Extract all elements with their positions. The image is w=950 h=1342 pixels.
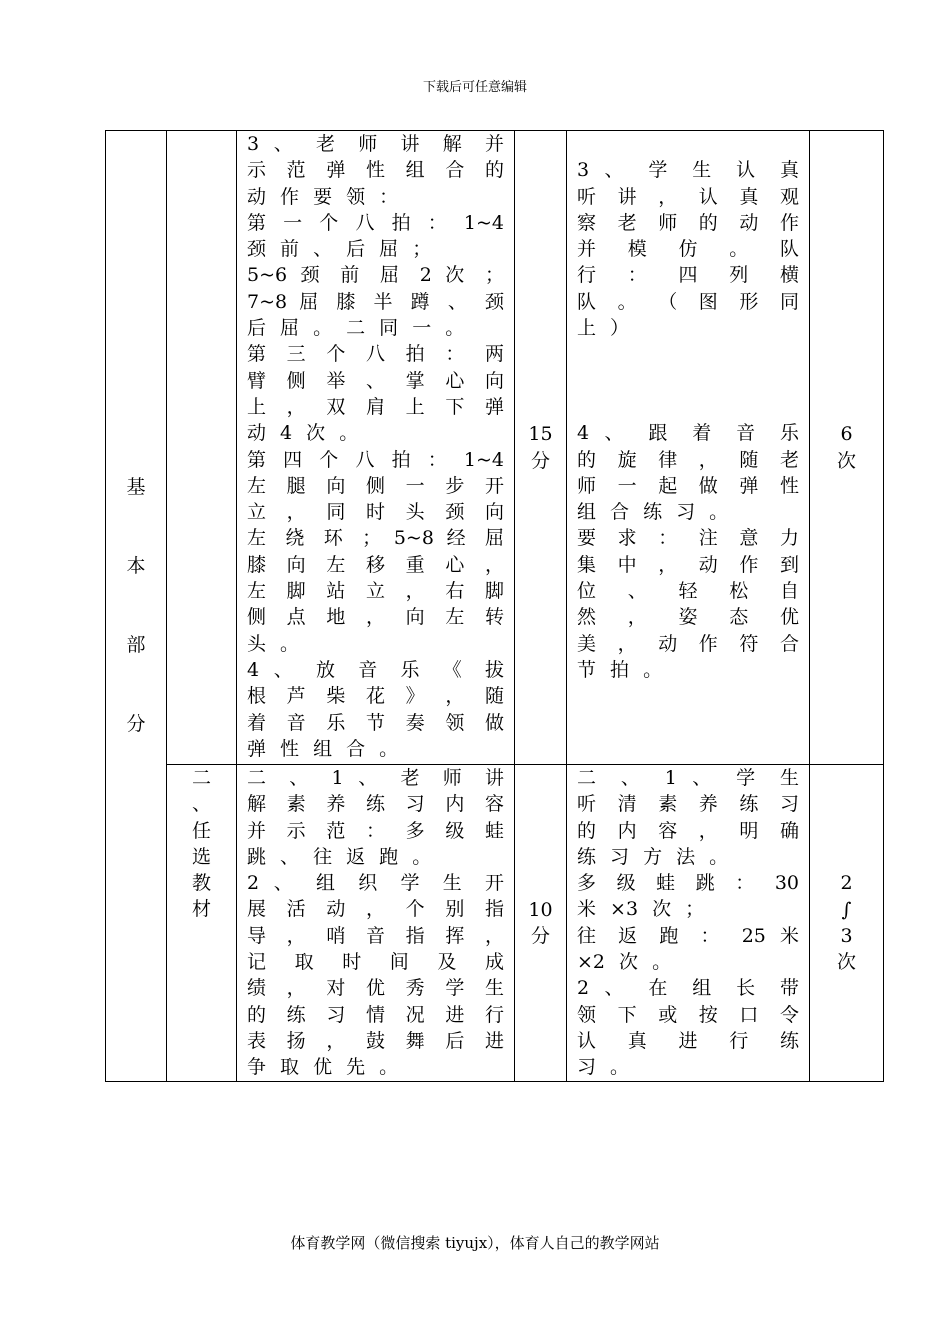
material-char: 、: [191, 793, 211, 816]
text-line: 并 示 范 ： 多 级 蛙: [247, 819, 504, 842]
text-line: 然 ， 姿 态 优: [577, 606, 799, 629]
text-line: 左 腿 向 侧 一 步 开: [247, 474, 504, 497]
count-cell: [810, 765, 884, 1082]
text-line: 头 。: [247, 632, 300, 655]
section-char: 本: [126, 555, 146, 577]
material-char: 材: [191, 898, 211, 921]
text-line: 习 。: [577, 1056, 630, 1079]
material-cell-empty: [167, 131, 237, 765]
text-line: 上 ， 双 肩 上 下 弹: [247, 395, 504, 418]
section-char: 基: [126, 476, 146, 498]
time-unit: 分: [530, 449, 550, 472]
table-row: [106, 765, 884, 1082]
teacher-activity-cell: [237, 131, 515, 765]
time-value: 15: [528, 423, 553, 446]
text-line: 并 模 仿 。 队: [577, 238, 799, 261]
text-line: 争 取 优 先 。: [247, 1056, 399, 1079]
text-line: 练 习 方 法 。: [577, 845, 729, 868]
text-line: 察 老 师 的 动 作: [577, 211, 799, 234]
text-line: 后 屈 。 二 同 一 。: [247, 317, 465, 340]
teacher-activity-cell: [237, 765, 515, 1082]
section-char: 部: [126, 634, 146, 656]
text-line: 膝 向 左 移 重 心 ，: [247, 553, 504, 576]
text-line: 美 ， 动 作 符 合: [577, 632, 799, 655]
text-line: 导 ， 哨 音 指 挥 ，: [247, 924, 504, 947]
text-line: 4 、 放 音 乐 《 拔: [247, 658, 504, 681]
lesson-plan-table: [105, 130, 884, 1082]
text-line: 2 、 组 织 学 生 开: [247, 872, 504, 895]
student-activity-cell: [567, 765, 810, 1082]
time-unit: 分: [530, 925, 550, 947]
page-footer: 体育教学网（微信搜索 tiyujx），体育人自己的教学网站: [290, 1234, 660, 1252]
page-header: 下载后可任意编辑: [422, 80, 527, 95]
text-line: 立 ， 同 时 头 颈 向: [247, 501, 504, 524]
count-value: 3: [840, 925, 853, 947]
text-line: 侧 点 地 ， 向 左 转: [247, 606, 504, 629]
text-line: 解 素 养 练 习 内 容: [247, 793, 504, 816]
text-line: 的 练 习 情 况 进 行: [247, 1003, 504, 1026]
text-line: 展 活 动 ， 个 别 指: [247, 898, 504, 921]
text-line: 第 四 个 八 拍 ： 1~4: [247, 448, 504, 471]
text-line: 根 芦 柴 花 》 ， 随: [247, 685, 504, 708]
count-value: 6: [840, 423, 853, 446]
text-line: 2 、 在 组 长 带: [577, 977, 799, 1000]
text-line: 颈 前 、 后 屈 ；: [247, 238, 432, 261]
text-line: 着 音 乐 节 奏 领 做: [247, 711, 504, 734]
text-line: 组 合 练 习 。: [577, 501, 729, 524]
text-line: 上 ）: [577, 317, 630, 340]
text-line: 多 级 蛙 跳 ： 30: [577, 872, 799, 895]
table-row: [106, 131, 884, 765]
text-line: 领 下 或 按 口 令: [577, 1003, 799, 1026]
text-line: 往 返 跑 ： 25 米: [577, 924, 799, 947]
text-line: 听 清 素 养 练 习: [577, 793, 799, 816]
text-line: 要 求 ： 注 意 力: [577, 527, 799, 550]
text-line: 跳 、 往 返 跑 。: [247, 845, 432, 868]
text-line: ×2 次 。: [577, 951, 672, 974]
student-activity-cell: [567, 131, 810, 765]
text-line: 4 、 跟 着 音 乐: [577, 422, 799, 445]
section-char: 分: [126, 713, 146, 735]
text-line: 二 、 1 、 老 师 讲: [247, 767, 504, 789]
count-symbol: ∫: [841, 898, 852, 921]
count-value: 2: [840, 872, 853, 895]
text-line: 7~8 屈 膝 半 蹲 、 颈: [247, 290, 504, 313]
material-char: 任: [191, 819, 211, 842]
count-cell: [810, 131, 884, 765]
text-line: 5~6 颈 前 屈 2 次 ；: [247, 264, 504, 287]
text-line: 左 脚 站 立 ， 右 脚: [247, 580, 504, 603]
text-line: 的 内 容 ， 明 确: [577, 819, 799, 842]
time-value: 10: [528, 898, 553, 921]
text-line: 动 作 要 领 ：: [247, 185, 399, 208]
text-line: 的 旋 律 ， 随 老: [577, 448, 799, 471]
time-cell: [515, 131, 567, 765]
text-line: 集 中 ， 动 作 到: [577, 553, 799, 576]
text-line: 弹 性 组 合 。: [247, 737, 399, 760]
text-line: 表 扬 ， 鼓 舞 后 进: [247, 1029, 504, 1052]
text-line: 绩 ， 对 优 秀 学 生: [247, 977, 504, 1000]
section-label-cell: [106, 131, 167, 1082]
material-char: 选: [191, 845, 211, 868]
text-line: 节 拍 。: [577, 658, 663, 681]
text-line: 臂 侧 举 、 掌 心 向: [247, 369, 504, 392]
text-line: 示 范 弹 性 组 合 的: [247, 159, 504, 182]
text-line: 二 、 1 、 学 生: [577, 767, 799, 789]
text-line: 米 ×3 次 ；: [577, 898, 705, 921]
text-line: 左 绕 环 ； 5~8 经 屈: [247, 527, 504, 550]
text-line: 师 一 起 做 弹 性: [577, 474, 799, 497]
count-unit: 次: [836, 449, 856, 472]
text-line: 3 、 学 生 认 真: [577, 159, 799, 182]
text-line: 3 、 老 师 讲 解 并: [247, 133, 504, 155]
text-line: 认 真 进 行 练: [577, 1029, 799, 1052]
time-cell: [515, 765, 567, 1082]
text-line: 记 取 时 间 及 成: [247, 951, 504, 974]
text-line: 位 、 轻 松 自: [577, 580, 799, 603]
text-line: 第 一 个 八 拍 ： 1~4: [247, 211, 504, 234]
material-cell: [167, 765, 237, 1082]
text-line: 队 。 （ 图 形 同: [577, 290, 799, 313]
material-char: 二: [191, 767, 211, 789]
text-line: 动 4 次 。: [247, 422, 359, 445]
text-line: 第 三 个 八 拍 ： 两: [247, 343, 504, 366]
count-unit: 次: [836, 951, 856, 974]
text-line: 行 ： 四 列 横: [577, 264, 799, 287]
material-char: 教: [191, 872, 211, 895]
text-line: 听 讲 ， 认 真 观: [577, 185, 799, 208]
